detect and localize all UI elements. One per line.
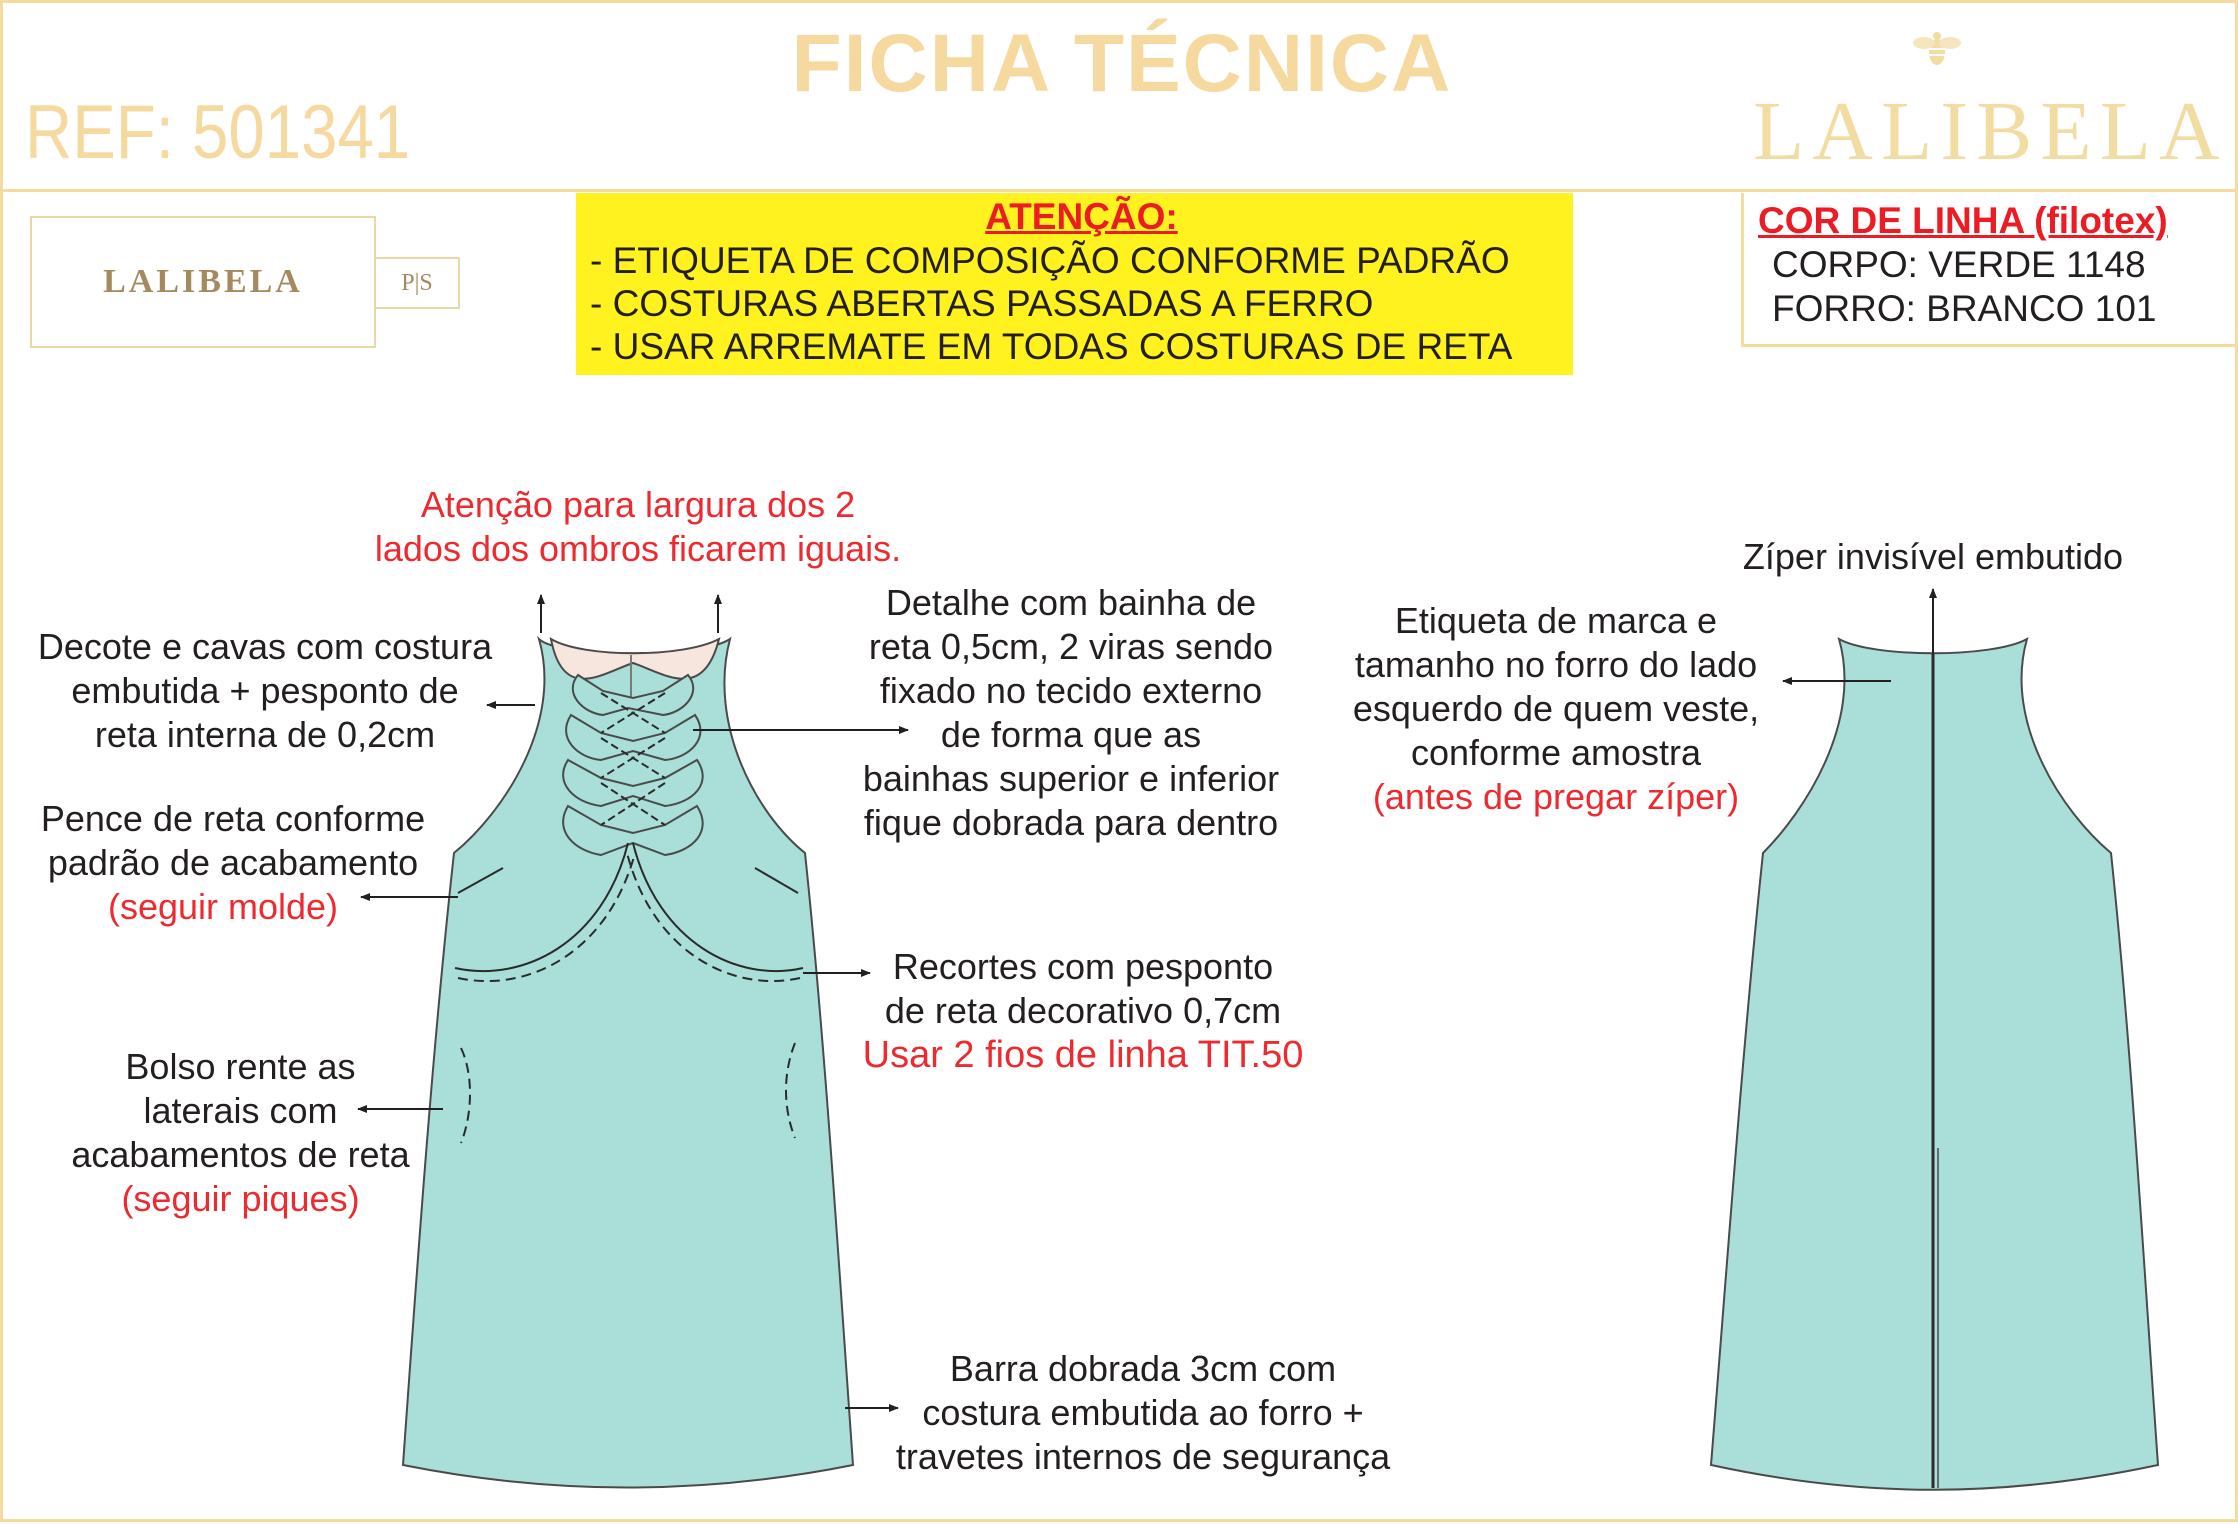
attention-line: - COSTURAS ABERTAS PASSADAS A FERRO — [590, 283, 1374, 324]
attention-title: ATENÇÃO: — [985, 196, 1178, 237]
note-hem: Barra dobrada 3cm com costura embutida ao forro + travetes internos de segurança — [895, 1348, 1391, 1477]
brand-label-sample: LALIBELA — [30, 216, 376, 348]
thread-color-title: COR DE LINHA (filotex) — [1758, 200, 2168, 241]
front-dress-body — [403, 639, 853, 1488]
reference-code: REF: 501341 — [25, 90, 411, 175]
page-title: FICHA TÉCNICA — [791, 18, 1453, 109]
attention-line: - USAR ARREMATE EM TODAS COSTURAS DE RETA — [590, 326, 1513, 367]
note-shoulder-width: Atenção para largura dos 2 lados dos ombros ficarem iguais. — [374, 484, 902, 569]
note-dart: Pence de reta conforme padrão de acabamento (seguir molde) — [40, 798, 426, 927]
attention-line: - ETIQUETA DE COMPOSIÇÃO CONFORME PADRÃO — [590, 240, 1510, 281]
note-pocket: Bolso rente as laterais com acabamentos de reta (seguir piques) — [71, 1046, 410, 1219]
thread-color-line: FORRO: BRANCO 101 — [1772, 288, 2157, 329]
note-bow-detail: Detalhe com bainha de reta 0,5cm, 2 viras sendo fixado no tecido externo de forma que as bainhas superior e inferior fique dobrada para dentro — [862, 582, 1280, 843]
note-brand-label: Etiqueta de marca e tamanho no forro do lado esquerdo de quem veste, conforme amostra (antes de pregar zíper) — [1352, 600, 1760, 817]
thread-color-line: CORPO: VERDE 1148 — [1772, 244, 2146, 285]
note-zipper: Zíper invisível embutido — [1742, 536, 2124, 577]
note-neckline: Decote e cavas com costura embutida + pesponto de reta interna de 0,2cm — [37, 626, 493, 755]
size-label-sample: P|S — [374, 257, 460, 309]
note-topstitch: Recortes com pesponto de reta decorativo 0,7cm Usar 2 fios de linha TIT.50 — [862, 946, 1304, 1076]
brand-logo: LALIBELA — [1753, 85, 2228, 178]
